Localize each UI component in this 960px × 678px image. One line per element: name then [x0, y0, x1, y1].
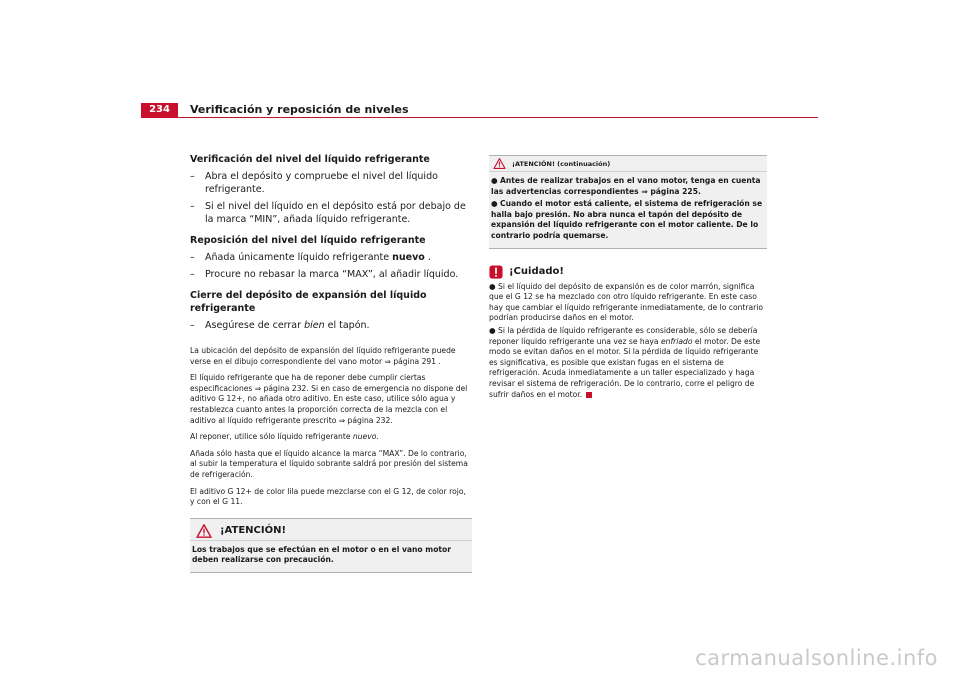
- attention-continued-box: [489, 155, 767, 249]
- section-title-refill: Reposición del nivel del líquido refrigerante: [190, 235, 426, 246]
- warning-triangle-icon: [493, 158, 506, 169]
- page-header-title: Verificación y reposición de niveles: [190, 103, 409, 116]
- list-item: ● Si el líquido del depósito de expansión es de color marrón, significa que el G 12 se ha mezclado con otro líquido refrigerante. En este caso hay que cambiar el líquido refrigerante inmediatamente, de lo contrario podrían producirse daños en el motor.: [489, 281, 764, 323]
- step-not-exceed-max: – Procure no rebasar la marca “MAX”, al añadir líquido.: [190, 269, 459, 280]
- page-number: 234: [141, 103, 178, 117]
- left-column: [190, 153, 472, 573]
- list-item: ● Si la pérdida de líquido refrigerante es considerable, sólo se debería reponer líquido refrigerante una vez se haya enfriado el motor. De este modo se evitan daños en el motor. Si la pérdida de líquido refrigerante es significativa, es posible que existan fugas en el sistema de refrigeración. Acuda inmediatamente a un taller especializado y haga revisar el sistema de refrigeración. De lo contrario, corre el peligro de sufrir daños en el motor.: [489, 325, 761, 399]
- paragraph-specifications: El líquido refrigerante que ha de reponer debe cumplir ciertas especificaciones ⇒ página 232. Si en caso de emergencia no dispone del aditivo G 12+, no añada otro aditivo. En este caso, utilice sólo agua y restablezca cuanto antes la proporción correcta de la mezcla con el aditivo al líquido refrigerante prescrito ⇒ página 232.: [190, 373, 468, 425]
- attention-title: ¡ATENCIÓN!: [220, 525, 287, 537]
- paragraph-additive-mix: El aditivo G 12+ de color lila puede mezclarse con el G 12, de color rojo, y con el G 11.: [190, 486, 466, 507]
- caution-title: ¡Cuidado!: [509, 266, 564, 278]
- header-divider: [141, 117, 818, 118]
- list-item: ● Antes de realizar trabajos en el vano motor, tenga en cuenta las advertencias correspondientes ⇒ página 225.: [491, 176, 761, 196]
- attention-text: Los trabajos que se efectúan en el motor o en el vano motor deben realizarse con precaución.: [190, 540, 472, 572]
- step-add-if-low: – Si el nivel del líquido en el depósito está por debajo de la marca “MIN”, añada líquido refrigerante.: [190, 201, 466, 225]
- step-add-new: – Añada únicamente líquido refrigerante nuevo .: [190, 252, 431, 263]
- step-open-tank: – Abra el depósito y compruebe el nivel del líquido refrigerante.: [190, 171, 438, 195]
- paragraph-location: La ubicación del depósito de expansión del líquido refrigerante puede verse en el dibujo correspondiente del vano motor ⇒ página 291 .: [190, 346, 456, 366]
- caution-exclamation-icon: [489, 265, 503, 279]
- end-of-section-marker: [586, 392, 592, 398]
- attention-box: [190, 518, 472, 573]
- watermark: carmanualsonline.info: [695, 646, 938, 670]
- right-column: [489, 153, 767, 402]
- section-title-check: Verificación del nivel del líquido refrigerante: [190, 154, 430, 165]
- list-item: ● Cuando el motor está caliente, el sistema de refrigeración se halla bajo presión. No abra nunca el tapón del depósito de expansión del líquido refrigerante con el motor caliente. De lo contrario podría quemarse.: [491, 199, 763, 240]
- step-close-cap: – Asegúrese de cerrar bien el tapón.: [190, 320, 370, 331]
- paragraph-new-only: Al reponer, utilice sólo líquido refrigerante nuevo.: [190, 432, 379, 442]
- attention-continued-title: ¡ATENCIÓN! (continuación): [512, 159, 611, 168]
- section-title-close: Cierre del depósito de expansión del líquido refrigerante: [190, 290, 427, 314]
- warning-triangle-icon: [196, 524, 212, 538]
- paragraph-max-mark: Añada sólo hasta que el líquido alcance la marca “MAX”. De lo contrario, al subir la temperatura el líquido sobrante saldrá por presión del sistema de refrigeración.: [190, 448, 468, 479]
